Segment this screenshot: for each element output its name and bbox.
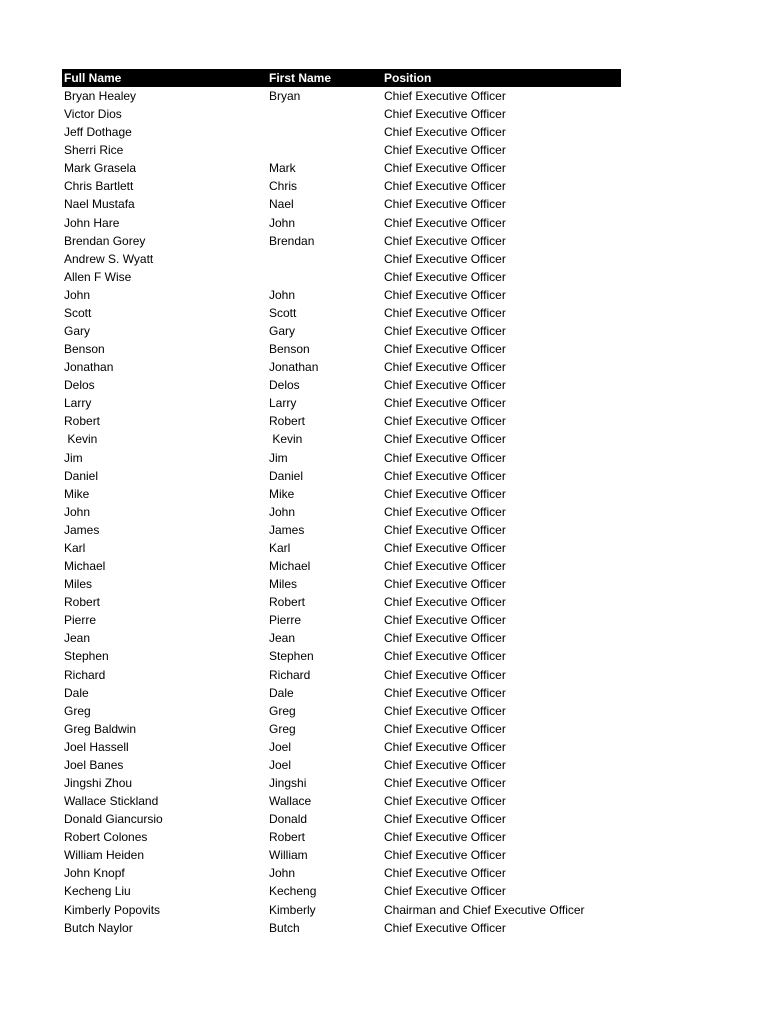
table-row — [62, 340, 621, 358]
first-name-cell: Karl — [269, 540, 291, 555]
full-name-cell: Pierre — [64, 613, 97, 628]
table-row — [62, 684, 621, 702]
full-name-cell: Jeff Dothage — [64, 125, 132, 140]
table-row — [62, 214, 621, 232]
table-row — [62, 647, 621, 665]
full-name-cell: Brendan Gorey — [64, 233, 146, 248]
position-cell: Chief Executive Officer — [384, 504, 506, 519]
position-cell: Chief Executive Officer — [384, 721, 506, 736]
first-name-cell: Joel — [269, 739, 292, 754]
first-name-cell: William — [269, 848, 308, 863]
table-row — [62, 575, 621, 593]
position-cell: Chief Executive Officer — [384, 884, 506, 899]
table-row — [62, 412, 621, 430]
position-cell: Chairman and Chief Executive Officer — [384, 902, 585, 917]
full-name-cell: Andrew S. Wyatt — [64, 251, 154, 266]
full-name-cell: Kecheng Liu — [64, 884, 131, 899]
first-name-cell: Stephen — [269, 649, 314, 664]
first-name-cell: Donald — [269, 812, 308, 827]
table-row — [62, 376, 621, 394]
first-name-cell: Jonathan — [269, 360, 319, 375]
table-row — [62, 250, 621, 268]
first-name-cell: Richard — [269, 667, 311, 682]
first-name-cell: John — [269, 866, 296, 881]
full-name-cell: Joel Hassell — [64, 739, 129, 754]
position-cell: Chief Executive Officer — [384, 396, 506, 411]
table-row — [62, 503, 621, 521]
full-name-cell: Jonathan — [64, 360, 114, 375]
first-name-cell: Jingshi — [269, 775, 307, 790]
position-cell: Chief Executive Officer — [384, 866, 506, 881]
first-name-cell: Dale — [269, 685, 294, 700]
first-name-cell: Kecheng — [269, 884, 317, 899]
table-row — [62, 304, 621, 322]
full-name-cell: Joel Banes — [64, 757, 124, 772]
position-cell: Chief Executive Officer — [384, 631, 506, 646]
position-cell: Chief Executive Officer — [384, 360, 506, 375]
position-cell: Chief Executive Officer — [384, 757, 506, 772]
position-cell: Chief Executive Officer — [384, 649, 506, 664]
position-cell: Chief Executive Officer — [384, 450, 506, 465]
table-row — [62, 105, 621, 123]
first-name-cell: Mike — [269, 486, 295, 501]
position-cell: Chief Executive Officer — [384, 143, 506, 158]
table-row — [62, 611, 621, 629]
full-name-cell: Stephen — [64, 649, 109, 664]
first-name-cell: Robert — [269, 830, 306, 845]
first-name-cell: Michael — [269, 559, 311, 574]
full-name-cell: Larry — [64, 396, 92, 411]
full-name-cell: Greg — [64, 703, 91, 718]
position-cell: Chief Executive Officer — [384, 251, 506, 266]
first-name-cell: John — [269, 504, 296, 519]
position-cell: Chief Executive Officer — [384, 848, 506, 863]
position-cell: Chief Executive Officer — [384, 739, 506, 754]
table-header-row — [62, 69, 621, 87]
position-cell: Chief Executive Officer — [384, 432, 506, 447]
header-first-name: First Name — [269, 71, 332, 85]
position-cell: Chief Executive Officer — [384, 613, 506, 628]
first-name-cell: Chris — [269, 179, 298, 194]
table-row — [62, 449, 621, 467]
table-row — [62, 286, 621, 304]
first-name-cell: Daniel — [269, 468, 304, 483]
full-name-cell: Robert — [64, 595, 101, 610]
table-row — [62, 738, 621, 756]
full-name-cell: Robert — [64, 414, 101, 429]
table-row — [62, 756, 621, 774]
full-name-cell: Gary — [64, 324, 91, 339]
table-row — [62, 882, 621, 900]
full-name-cell: Jim — [64, 450, 83, 465]
first-name-cell: Kevin — [269, 432, 303, 447]
first-name-cell: Robert — [269, 595, 306, 610]
full-name-cell: Benson — [64, 342, 105, 357]
table-row — [62, 232, 621, 250]
table-row — [62, 539, 621, 557]
table-row — [62, 430, 621, 448]
full-name-cell: Delos — [64, 378, 95, 393]
table-row — [62, 123, 621, 141]
header-position: Position — [384, 71, 432, 85]
full-name-cell: Greg Baldwin — [64, 721, 137, 736]
full-name-cell: Mark Grasela — [64, 161, 137, 176]
first-name-cell: Jim — [269, 450, 288, 465]
position-cell: Chief Executive Officer — [384, 775, 506, 790]
table-row — [62, 467, 621, 485]
first-name-cell: Gary — [269, 324, 296, 339]
table-row — [62, 521, 621, 539]
table-row — [62, 901, 621, 919]
first-name-cell: Nael — [269, 197, 294, 212]
first-name-cell: Butch — [269, 920, 300, 935]
position-cell: Chief Executive Officer — [384, 540, 506, 555]
first-name-cell: Greg — [269, 721, 296, 736]
position-cell: Chief Executive Officer — [384, 414, 506, 429]
position-cell: Chief Executive Officer — [384, 233, 506, 248]
table-row — [62, 720, 621, 738]
table-row — [62, 792, 621, 810]
position-cell: Chief Executive Officer — [384, 667, 506, 682]
table-row — [62, 846, 621, 864]
first-name-cell: Pierre — [269, 613, 302, 628]
position-cell: Chief Executive Officer — [384, 920, 506, 935]
position-cell: Chief Executive Officer — [384, 215, 506, 230]
first-name-cell: Larry — [269, 396, 297, 411]
position-cell: Chief Executive Officer — [384, 559, 506, 574]
full-name-cell: Miles — [64, 577, 93, 592]
full-name-cell: Daniel — [64, 468, 99, 483]
table-row — [62, 87, 621, 105]
position-cell: Chief Executive Officer — [384, 125, 506, 140]
table-row — [62, 485, 621, 503]
first-name-cell: Mark — [269, 161, 296, 176]
header-full-name: Full Name — [64, 71, 122, 85]
table-row — [62, 159, 621, 177]
position-cell: Chief Executive Officer — [384, 468, 506, 483]
position-cell: Chief Executive Officer — [384, 378, 506, 393]
full-name-cell: Jingshi Zhou — [64, 775, 133, 790]
position-cell: Chief Executive Officer — [384, 595, 506, 610]
full-name-cell: Donald Giancursio — [64, 812, 163, 827]
full-name-cell: John — [64, 287, 91, 302]
table-row — [62, 666, 621, 684]
table-row — [62, 322, 621, 340]
table-row — [62, 557, 621, 575]
first-name-cell: John — [269, 287, 296, 302]
spreadsheet-table — [62, 69, 621, 937]
first-name-cell: John — [269, 215, 296, 230]
full-name-cell: Kimberly Popovits — [64, 902, 161, 917]
full-name-cell: William Heiden — [64, 848, 145, 863]
full-name-cell: Scott — [64, 305, 92, 320]
position-cell: Chief Executive Officer — [384, 305, 506, 320]
position-cell: Chief Executive Officer — [384, 577, 506, 592]
full-name-cell: Allen F Wise — [64, 269, 132, 284]
table-row — [62, 177, 621, 195]
first-name-cell: Brendan — [269, 233, 315, 248]
full-name-cell: Nael Mustafa — [64, 197, 135, 212]
first-name-cell: Bryan — [269, 89, 301, 103]
first-name-cell: Benson — [269, 342, 310, 357]
full-name-cell: Richard — [64, 667, 106, 682]
first-name-cell: Robert — [269, 414, 306, 429]
table-row — [62, 774, 621, 792]
table-row — [62, 864, 621, 882]
full-name-cell: Bryan Healey — [64, 89, 137, 103]
full-name-cell: John Hare — [64, 215, 120, 230]
position-cell: Chief Executive Officer — [384, 197, 506, 212]
position-cell: Chief Executive Officer — [384, 161, 506, 176]
first-name-cell: James — [269, 522, 305, 537]
first-name-cell: Jean — [269, 631, 296, 646]
full-name-cell: Dale — [64, 685, 89, 700]
full-name-cell: Chris Bartlett — [64, 179, 134, 194]
position-cell: Chief Executive Officer — [384, 685, 506, 700]
full-name-cell: Kevin — [64, 432, 98, 447]
first-name-cell: Joel — [269, 757, 292, 772]
position-cell: Chief Executive Officer — [384, 107, 506, 122]
position-cell: Chief Executive Officer — [384, 179, 506, 194]
position-cell: Chief Executive Officer — [384, 522, 506, 537]
table-row — [62, 919, 621, 937]
table-row — [62, 810, 621, 828]
table-row — [62, 268, 621, 286]
position-cell: Chief Executive Officer — [384, 703, 506, 718]
full-name-cell: John Knopf — [64, 866, 125, 881]
position-cell: Chief Executive Officer — [384, 794, 506, 809]
position-cell: Chief Executive Officer — [384, 486, 506, 501]
first-name-cell: Delos — [269, 378, 300, 393]
position-cell: Chief Executive Officer — [384, 342, 506, 357]
position-cell: Chief Executive Officer — [384, 287, 506, 302]
position-cell: Chief Executive Officer — [384, 269, 506, 284]
full-name-cell: Sherri Rice — [64, 143, 124, 158]
first-name-cell: Wallace — [269, 794, 312, 809]
full-name-cell: Robert Colones — [64, 830, 148, 845]
position-cell: Chief Executive Officer — [384, 89, 506, 103]
table-row — [62, 195, 621, 213]
table-row — [62, 141, 621, 159]
table-row — [62, 394, 621, 412]
full-name-cell: James — [64, 522, 100, 537]
table-row — [62, 702, 621, 720]
table-row — [62, 629, 621, 647]
full-name-cell: Victor Dios — [64, 107, 122, 122]
full-name-cell: Jean — [64, 631, 91, 646]
position-cell: Chief Executive Officer — [384, 324, 506, 339]
full-name-cell: Butch Naylor — [64, 920, 133, 935]
full-name-cell: Karl — [64, 540, 86, 555]
full-name-cell: Mike — [64, 486, 90, 501]
full-name-cell: Wallace Stickland — [64, 794, 159, 809]
table-body — [62, 87, 621, 937]
table-row — [62, 593, 621, 611]
first-name-cell: Miles — [269, 577, 298, 592]
first-name-cell: Scott — [269, 305, 297, 320]
first-name-cell: Greg — [269, 703, 296, 718]
position-cell: Chief Executive Officer — [384, 830, 506, 845]
full-name-cell: Michael — [64, 559, 106, 574]
full-name-cell: John — [64, 504, 91, 519]
position-cell: Chief Executive Officer — [384, 812, 506, 827]
table-row — [62, 358, 621, 376]
table-row — [62, 828, 621, 846]
first-name-cell: Kimberly — [269, 902, 316, 917]
